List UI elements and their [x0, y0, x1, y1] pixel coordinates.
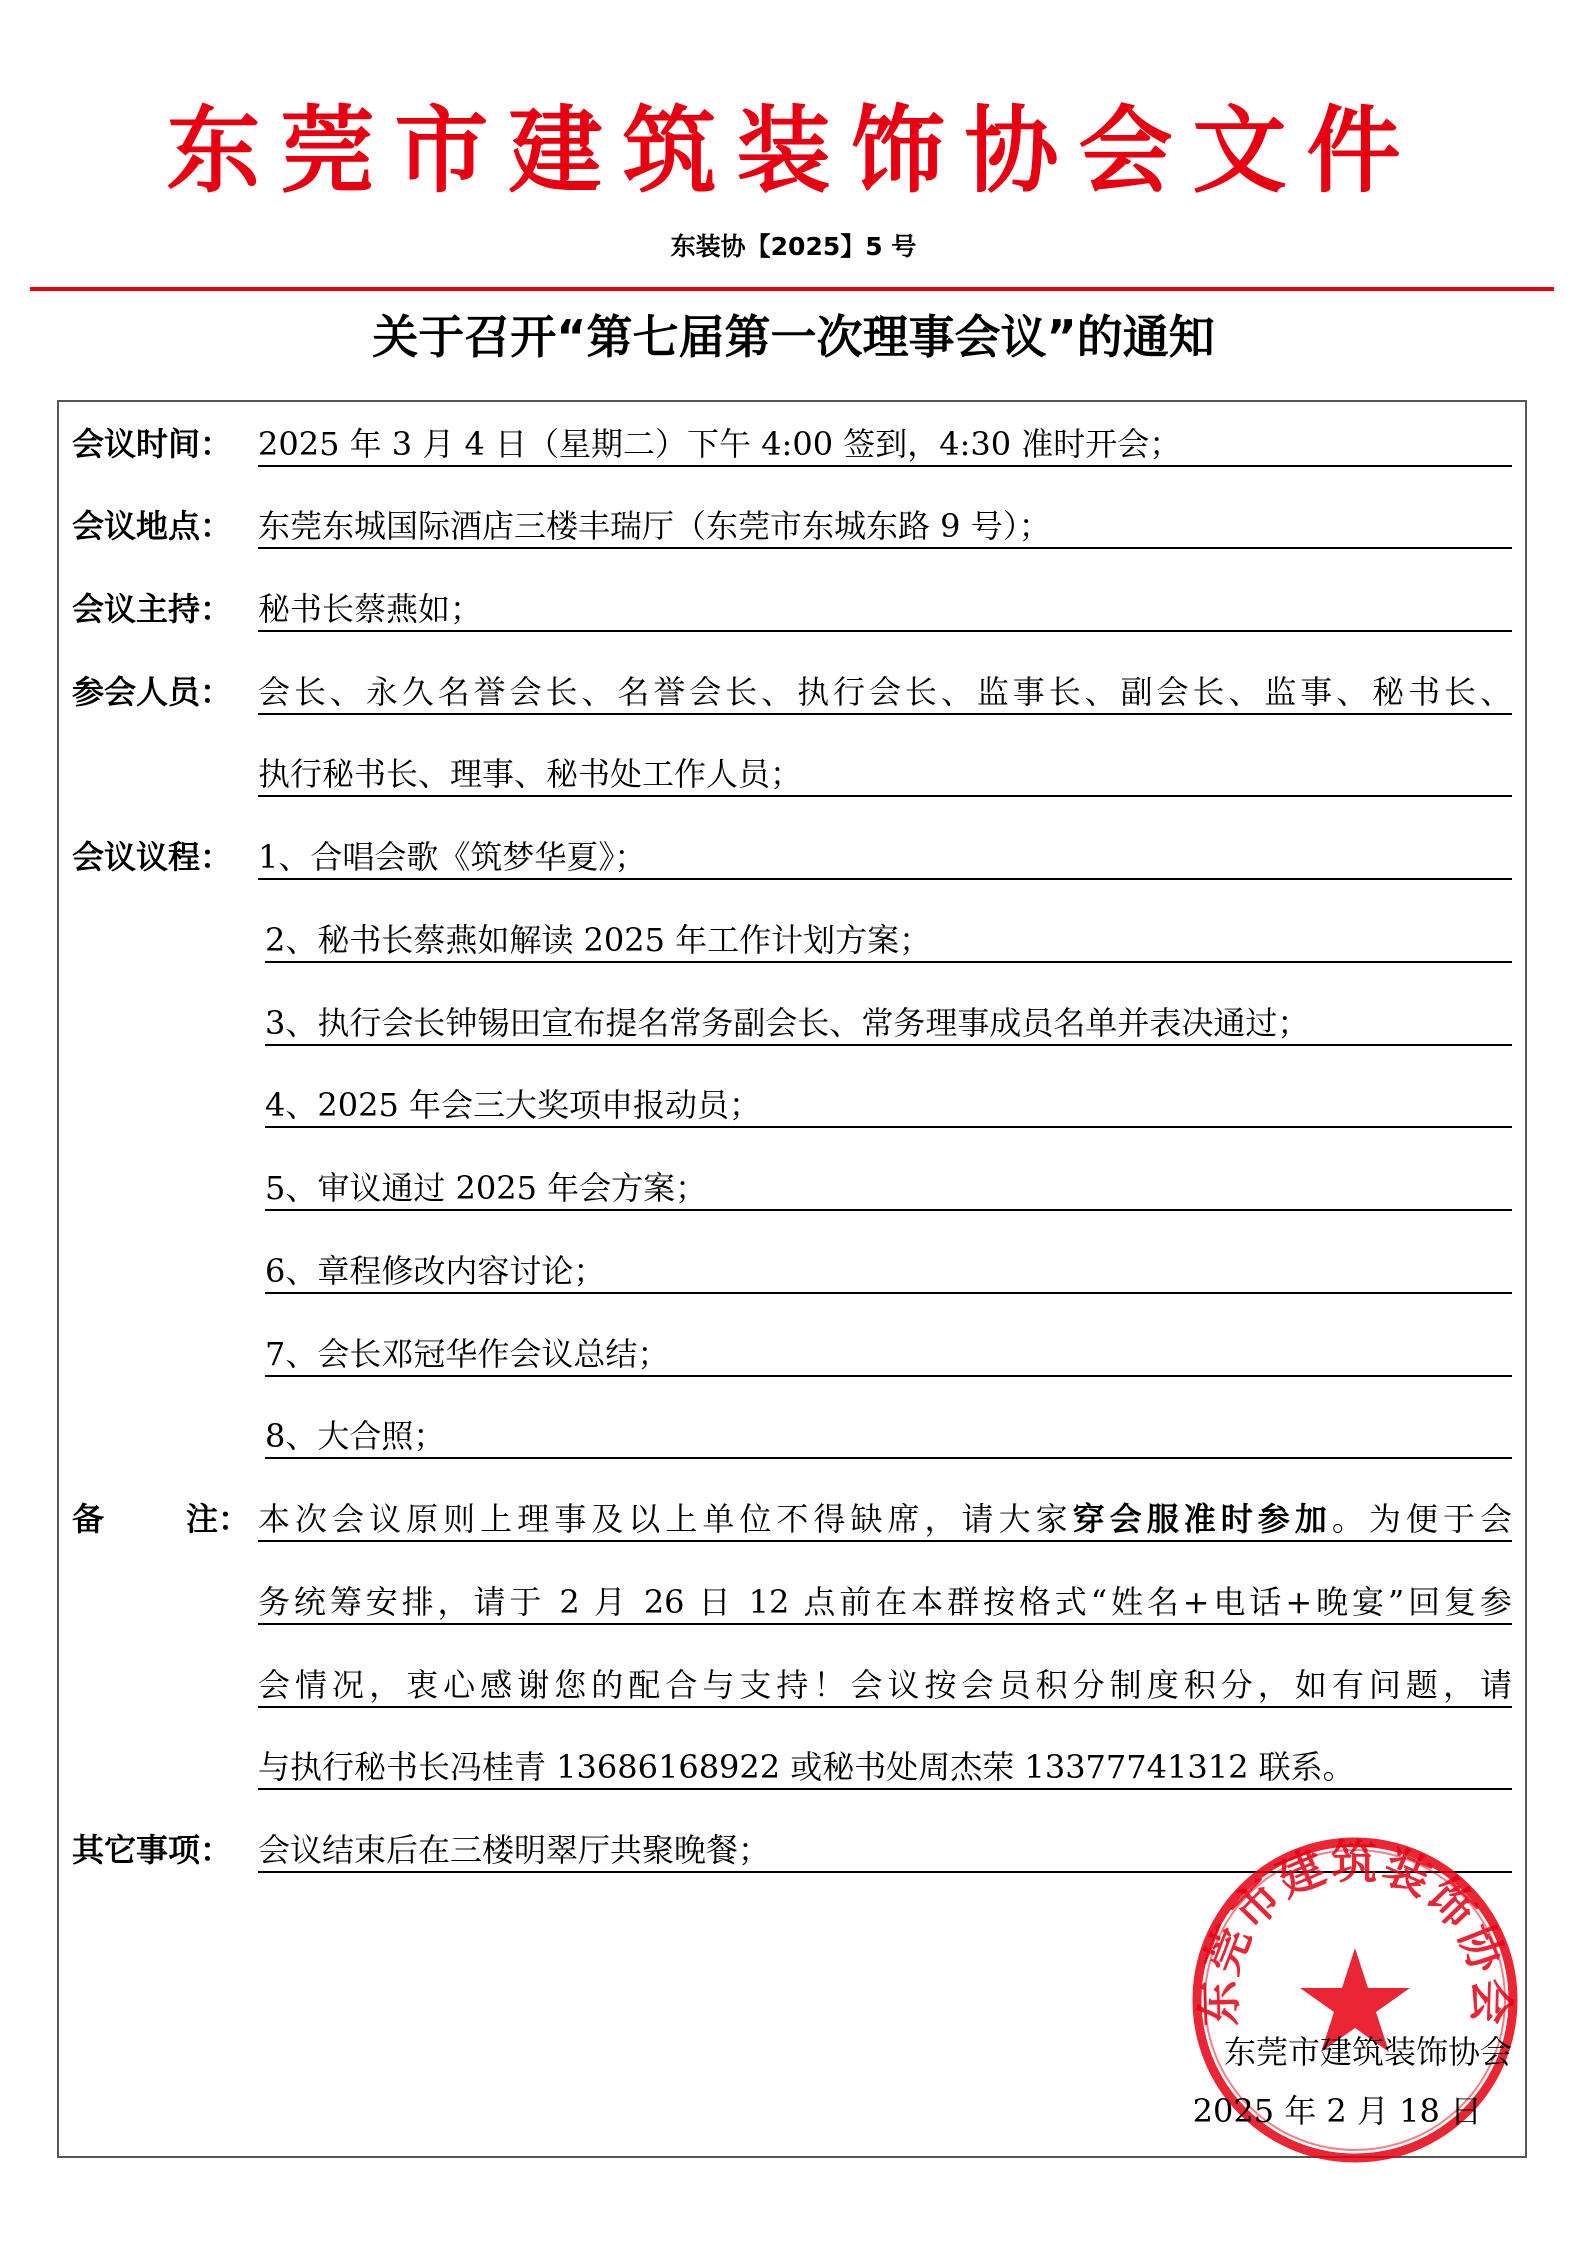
agenda-underline-8: [265, 1457, 1512, 1459]
meeting-time-value: 2025 年 3 月 4 日（星期二）下午 4:00 签到，4:30 准时开会；: [258, 425, 1182, 463]
agenda-underline-6: [265, 1292, 1512, 1294]
meeting-host-label: 会议主持：: [72, 590, 233, 628]
remarks-line-1-pre: 本次会议原则上理事及以上单位不得缺席，请大家: [258, 1500, 1073, 1538]
agenda-underline-2: [265, 961, 1512, 963]
remarks-underline-2: [258, 1623, 1512, 1625]
attendees-underline-2: [258, 795, 1512, 797]
meeting-host-value: 秘书长蔡燕如；: [258, 590, 483, 628]
agenda-item-2: 2、秘书长蔡燕如解读 2025 年工作计划方案；: [265, 921, 932, 959]
agenda-item-8: 8、大合照；: [265, 1417, 446, 1455]
remarks-underline-1: [258, 1540, 1512, 1542]
agenda-label: 会议议程：: [72, 838, 233, 876]
agenda-item-4: 4、2025 年会三大奖项申报动员；: [265, 1086, 761, 1124]
other-matters-value: 会议结束后在三楼明翠厅共聚晚餐；: [258, 1831, 771, 1869]
remarks-line-1-emphasis: 穿会服准时参加: [1072, 1500, 1332, 1538]
notice-title: 关于召开“第七届第一次理事会议”的通知: [372, 310, 1215, 364]
remarks-label-part-a: 备: [72, 1500, 105, 1538]
remarks-label-part-b: 注：: [186, 1500, 251, 1538]
remarks-line-2: 务统筹安排，请于 2 月 26 日 12 点前在本群按格式“姓名+电话+晚宴”回复参: [258, 1583, 1512, 1621]
remarks-underline-3: [258, 1706, 1512, 1708]
remarks-underline-4: [258, 1788, 1512, 1790]
agenda-item-3: 3、执行会长钟锡田宣布提名常务副会长、常务理事成员名单并表决通过；: [265, 1004, 1310, 1042]
seal-text: 东莞市建筑装饰协会: [1191, 1835, 1519, 2028]
meeting-time-label: 会议时间：: [72, 425, 233, 463]
agenda-underline-3: [265, 1044, 1512, 1046]
remarks-line-4: 与执行秘书长冯桂青 13686168922 或秘书处周杰荣 13377741312 联系。: [258, 1748, 1355, 1786]
meeting-place-value: 东莞东城国际酒店三楼丰瑞厅（东莞市东城东路 9 号）；: [258, 507, 1051, 545]
meeting-time-underline: [258, 465, 1512, 467]
document-header-title: 东莞市建筑装饰协会文件: [166, 96, 1421, 206]
attendees-underline-1: [258, 713, 1512, 715]
agenda-item-5: 5、审议通过 2025 年会方案；: [265, 1169, 708, 1207]
agenda-item-6: 6、章程修改内容讨论；: [265, 1252, 606, 1290]
agenda-underline-4: [265, 1126, 1512, 1128]
other-matters-label: 其它事项：: [72, 1831, 233, 1869]
meeting-host-underline: [258, 630, 1512, 632]
agenda-item-7: 7、会长邓冠华作会议总结；: [265, 1335, 670, 1373]
header-red-divider: [30, 287, 1554, 291]
remarks-label: [72, 1500, 251, 1538]
remarks-line-1-post: 。为便于会: [1331, 1500, 1512, 1538]
remarks-line-3: 会情况，衷心感谢您的配合与支持！会议按会员积分制度积分，如有问题，请: [258, 1666, 1512, 1704]
attendees-label: 参会人员：: [72, 673, 233, 711]
agenda-underline-1: [258, 878, 1512, 880]
remarks-line-1: [258, 1500, 1512, 1538]
agenda-item-1: 1、合唱会歌《筑梦华夏》；: [258, 838, 647, 876]
attendees-line-2: 执行秘书长、理事、秘书处工作人员；: [258, 755, 803, 793]
agenda-underline-5: [265, 1209, 1512, 1211]
attendees-line-1: 会长、永久名誉会长、名誉会长、执行会长、监事长、副会长、监事、秘书长、: [258, 673, 1512, 711]
agenda-underline-7: [265, 1375, 1512, 1377]
meeting-place-label: 会议地点：: [72, 507, 233, 545]
signature-organization: 东莞市建筑装饰协会: [1223, 2033, 1512, 2071]
signature-date: 2025 年 2 月 18 日: [1192, 2092, 1482, 2130]
document-number: 东装协【2025】5 号: [670, 232, 917, 261]
meeting-place-underline: [258, 547, 1512, 549]
